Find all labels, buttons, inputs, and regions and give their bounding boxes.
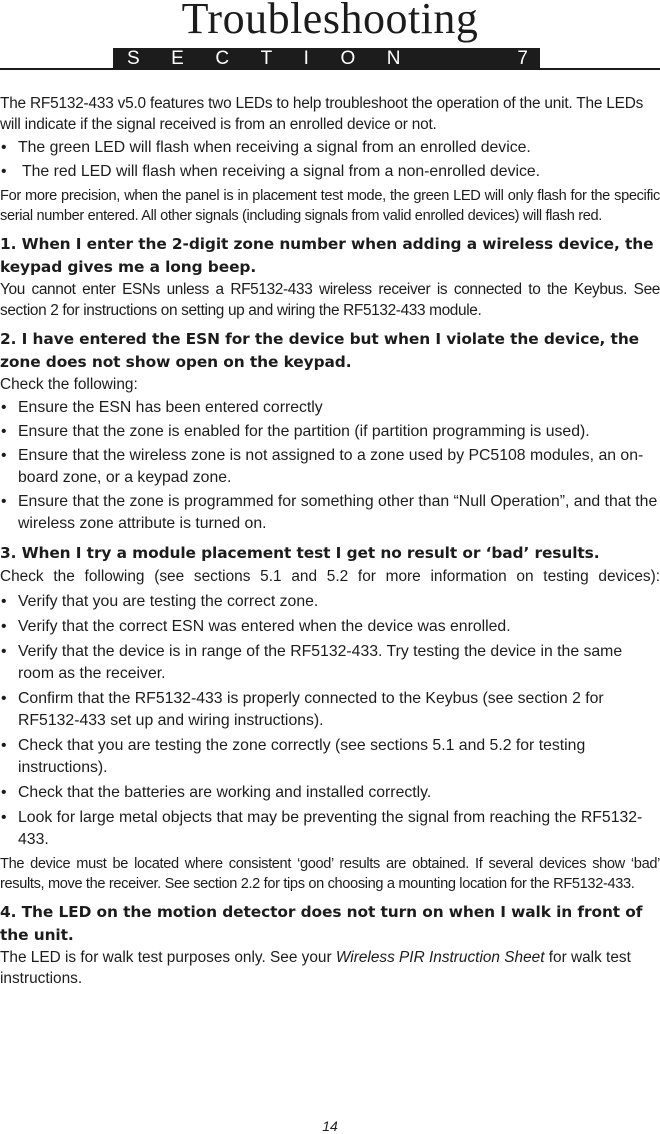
- question-2-bullet: • Ensure that the wireless zone is not assigned to a zone used by PC5108 modules, an on-board zone, or a keypad zone.: [0, 445, 660, 489]
- question-4-heading: 4. The LED on the motion detector does not turn on when I walk in front of the unit.: [0, 903, 643, 944]
- question-3-bullet: • Confirm that the RF5132-433 is properly connected to the Keybus (see section 2 for RF5132-433 set up and wiring instructions).: [0, 688, 660, 732]
- question-3-bullet: • Verify that the correct ESN was entered when the device was enrolled.: [0, 616, 660, 638]
- question-3-bullet: • Verify that the device is in range of the RF5132-433. Try testing the device in the same room as the receiver.: [0, 641, 660, 685]
- intro-bullet-green: • The green LED will flash when receiving a signal from an enrolled device.: [0, 137, 660, 159]
- page-content: [0, 93, 660, 989]
- question-2-lead: Check the following:: [0, 376, 138, 393]
- question-2-bullet: • Ensure the ESN has been entered correctly: [0, 397, 660, 419]
- question-2-bullet: • Ensure that the zone is enabled for the partition (if partition programming is used).: [0, 421, 660, 443]
- intro-bullet-red: • The red LED will flash when receiving a signal from a non-enrolled device.: [0, 161, 660, 183]
- page-title: Troubleshooting: [181, 0, 479, 43]
- question-3-heading: 3. When I try a module placement test I get no result or ‘bad’ results.: [0, 544, 600, 562]
- section-label: SECTION: [127, 48, 432, 69]
- question-4-answer-end: for walk test instructions.: [0, 949, 631, 987]
- intro-note: For more precision, when the panel is in placement test mode, the green LED will only flash for the specific serial number entered. All other signals (including signals from valid enrolled devices) will flash red.: [0, 188, 660, 224]
- question-2-bullet: • Ensure that the zone is programmed for something other than “Null Operation”, and that the wireless zone attribute is turned on.: [0, 491, 660, 535]
- question-3-bullet: • Check that the batteries are working and installed correctly.: [0, 782, 660, 804]
- question-1-heading: 1. When I enter the 2-digit zone number when adding a wireless device, the keypad gives me a long beep.: [0, 235, 654, 276]
- question-3-lead: Check the following (see sections 5.1 and 5.2 for more information on testing devices):: [0, 568, 660, 585]
- question-4-answer: [0, 947, 660, 989]
- instruction-sheet-title: Wireless PIR Instruction Sheet: [335, 949, 545, 966]
- section-bar: [113, 48, 540, 70]
- question-2-heading: 2. I have entered the ESN for the device but when I violate the device, the zone does not show open on the keypad.: [0, 330, 640, 371]
- question-3-note: The device must be located where consistent ‘good’ results are obtained. If several devices show ‘bad’ results, move the receiver. See section 2.2 for tips on choosing a mounting location for the RF5132-433.: [0, 856, 660, 892]
- page-number: 14: [322, 1118, 338, 1134]
- question-1-answer: You cannot enter ESNs unless a RF5132-433 wireless receiver is connected to the Keybus. See section 2 for instructions on setting up and wiring the RF5132-433 module.: [0, 281, 660, 319]
- question-3-bullet: • Verify that you are testing the correct zone.: [0, 591, 660, 613]
- section-number: 7: [517, 48, 528, 69]
- intro-paragraph: The RF5132-433 v5.0 features two LEDs to help troubleshoot the operation of the unit. The LEDs will indicate if the signal received is from an enrolled device or not.: [0, 95, 644, 133]
- question-3-bullet: • Look for large metal objects that may be preventing the signal from reaching the RF5132-433.: [0, 807, 660, 851]
- question-3-bullet: • Check that you are testing the zone correctly (see sections 5.1 and 5.2 for testing instructions).: [0, 735, 660, 779]
- question-4-answer-start: The LED is for walk test purposes only. See your: [0, 949, 336, 966]
